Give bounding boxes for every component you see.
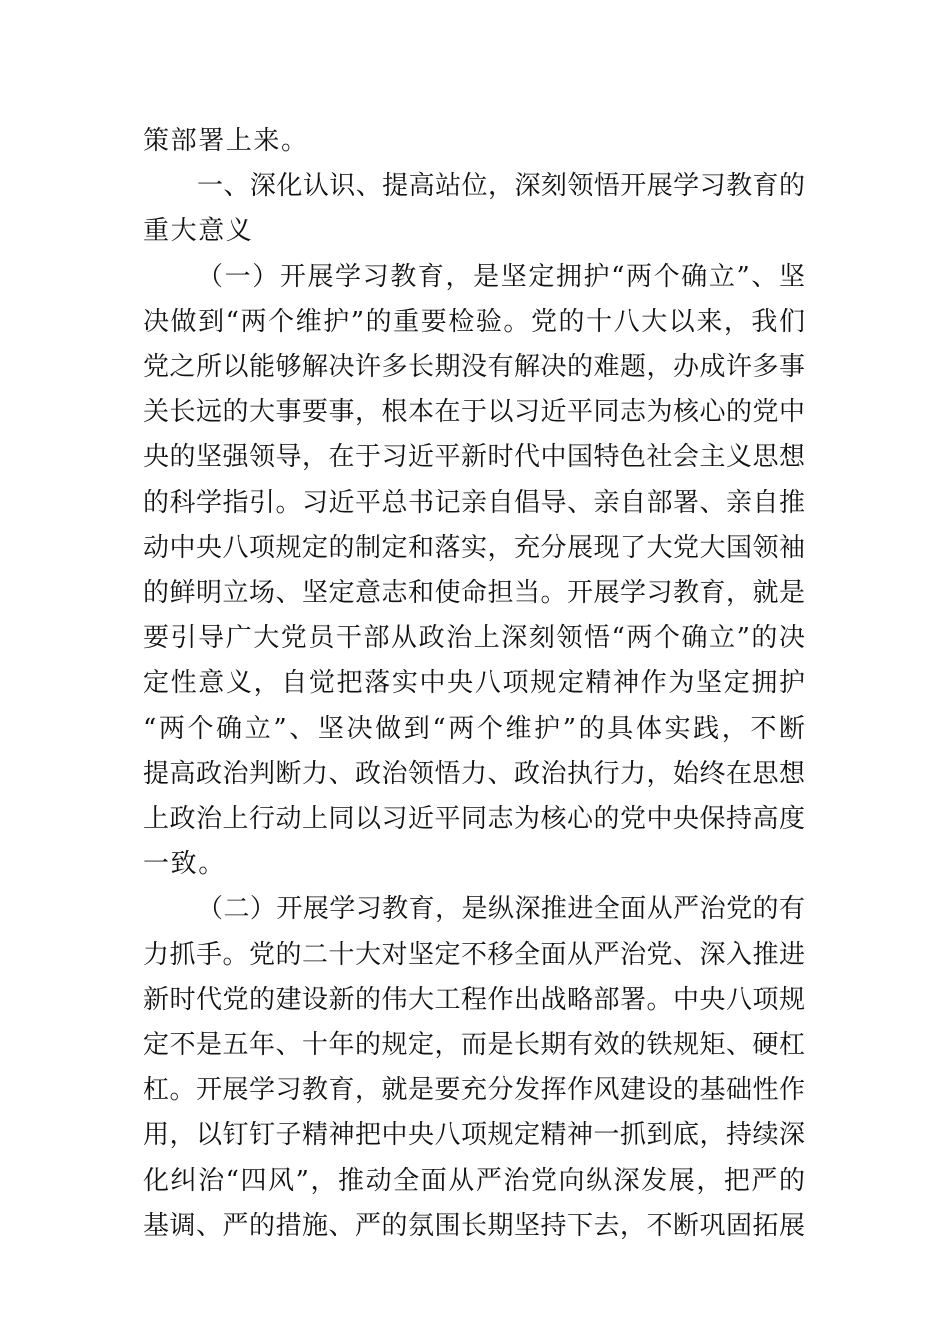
text-line: 要引导广大党员干部从政治上深刻领悟“两个确立”的决: [143, 623, 805, 654]
text-line: 力抓手。党的二十大对坚定不移全面从严治党、深入推进: [143, 939, 805, 970]
text-line: 一、深化认识、提高站位，深刻领悟开展学习教育的: [197, 171, 805, 202]
text-line: 定性意义，自觉把落实中央八项规定精神作为坚定拥护: [143, 668, 805, 699]
text-line: 重大意义: [143, 216, 254, 247]
text-line: 新时代党的建设新的伟大工程作出战略部署。中央八项规: [143, 984, 805, 1015]
text-line: 定不是五年、十年的规定，而是长期有效的铁规矩、硬杠: [143, 1030, 805, 1060]
text-line: 的鲜明立场、坚定意志和使命担当。开展学习教育，就是: [143, 578, 805, 608]
text-line: （一）开展学习教育，是坚定拥护“两个确立”、坚: [197, 261, 805, 292]
text-line: 党之所以能够解决许多长期没有解决的难题，办成许多事: [143, 352, 805, 382]
text-line: 的科学指引。习近平总书记亲自倡导、亲自部署、亲自推: [143, 487, 805, 518]
text-line: 动中央八项规定的制定和落实，充分展现了大党大国领袖: [143, 532, 805, 563]
text-line: 用，以钉钉子精神把中央八项规定精神一抓到底，持续深: [143, 1120, 805, 1151]
text-line: 化纠治“四风”，推动全面从严治党向纵深发展，把严的: [143, 1165, 805, 1196]
text-line: 一致。: [143, 849, 226, 880]
text-line: 提高政治判断力、政治领悟力、政治执行力，始终在思想: [143, 758, 805, 789]
text-line: （二）开展学习教育，是纵深推进全面从严治党的有: [197, 894, 805, 925]
text-line: 决做到“两个维护”的重要检验。党的十八大以来，我们: [143, 306, 805, 337]
text-line: 杠。开展学习教育，就是要充分发挥作风建设的基础性作: [143, 1075, 805, 1106]
text-line: 央的坚强领导，在于习近平新时代中国特色社会主义思想: [143, 442, 805, 473]
text-line: 上政治上行动上同以习近平同志为核心的党中央保持高度: [143, 804, 805, 834]
text-line: 策部署上来。: [143, 126, 309, 156]
text-line: 基调、严的措施、严的氛围长期坚持下去，不断巩固拓展: [143, 1210, 805, 1241]
text-line: 关长远的大事要事，根本在于以习近平同志为核心的党中: [143, 397, 805, 428]
text-line: “两个确立”、坚决做到“两个维护”的具体实践，不断: [143, 713, 805, 744]
